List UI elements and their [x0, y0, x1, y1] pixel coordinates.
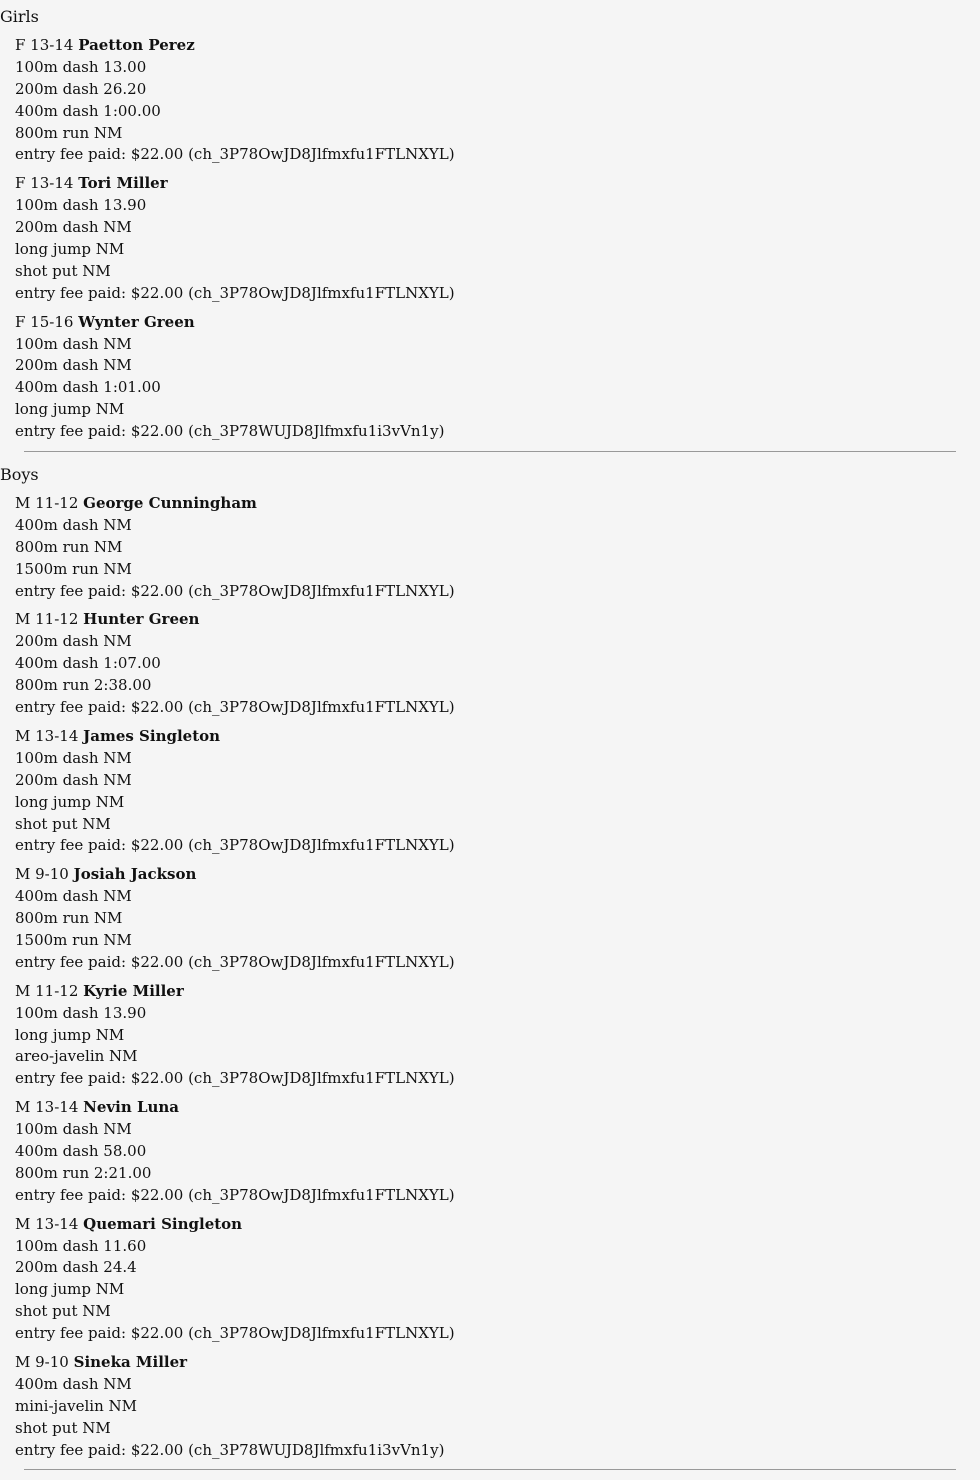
event-result: 100m dash 11.60 — [15, 1236, 147, 1255]
event-result: mini-javelin NM — [15, 1396, 137, 1415]
age-group: M 9-10 — [15, 865, 69, 884]
entry-fee: entry fee paid: $22.00 (ch_3P78OwJD8Jlfmxfu1FTLNXYL) — [15, 1069, 455, 1088]
event-result: shot put NM — [15, 1302, 111, 1321]
event-result: 100m dash NM — [15, 334, 132, 353]
athlete-header — [15, 864, 980, 886]
athlete-entry — [0, 726, 980, 857]
event-result: shot put NM — [15, 261, 111, 280]
entry-fee: entry fee paid: $22.00 (ch_3P78OwJD8Jlfmxfu1FTLNXYL) — [15, 581, 455, 600]
event-result: 200m dash 24.4 — [15, 1258, 137, 1277]
athlete-name: Paetton Perez — [78, 36, 195, 54]
event-result: shot put NM — [15, 1418, 111, 1437]
athlete-name: Hunter Green — [83, 610, 200, 629]
section-title-girls: Girls — [0, 7, 39, 26]
age-group: F 15-16 — [15, 312, 74, 331]
section-title-boys: Boys — [0, 465, 39, 485]
event-result: long jump NM — [15, 792, 125, 811]
age-group: F 13-14 — [15, 36, 74, 54]
age-group: F 13-14 — [15, 174, 74, 193]
athlete-entry — [0, 35, 980, 166]
event-result: 800m run NM — [15, 909, 123, 928]
event-result: 100m dash 13.90 — [15, 196, 147, 215]
event-result: 400m dash NM — [15, 887, 132, 906]
athlete-name: Sineka Miller — [73, 1352, 188, 1371]
event-result: 100m dash 13.00 — [15, 57, 147, 76]
event-result: long jump NM — [15, 400, 125, 419]
entry-fee: entry fee paid: $22.00 (ch_3P78OwJD8Jlfmxfu1FTLNXYL) — [15, 283, 455, 302]
athlete-entry — [0, 173, 980, 304]
event-result: 800m run 2:21.00 — [15, 1163, 152, 1182]
event-result: 400m dash 1:07.00 — [15, 654, 161, 673]
event-result: 200m dash NM — [15, 632, 132, 651]
age-group: M 13-14 — [15, 1214, 79, 1233]
athlete-name: James Singleton — [83, 726, 221, 745]
athlete-header — [15, 981, 980, 1003]
event-result: 100m dash NM — [15, 1120, 132, 1139]
age-group: M 11-12 — [15, 494, 79, 513]
athlete-entry — [0, 1097, 980, 1206]
athlete-header — [15, 609, 980, 631]
section-divider — [24, 451, 956, 452]
event-result: 100m dash 13.90 — [15, 1003, 147, 1022]
athlete-header — [15, 1214, 980, 1236]
event-result: long jump NM — [15, 240, 125, 259]
event-result: 800m run 2:38.00 — [15, 676, 152, 695]
event-result: 200m dash 26.20 — [15, 79, 147, 98]
athlete-entry — [0, 981, 980, 1090]
athlete-name: Nevin Luna — [83, 1098, 180, 1117]
event-result: 800m run NM — [15, 537, 123, 556]
event-result: 400m dash 58.00 — [15, 1141, 147, 1160]
entry-fee: entry fee paid: $22.00 (ch_3P78OwJD8Jlfmxfu1FTLNXYL) — [15, 698, 455, 717]
age-group: M 11-12 — [15, 610, 79, 629]
athlete-header — [15, 35, 980, 57]
event-result: 1500m run NM — [15, 930, 132, 949]
athlete-entry — [0, 864, 980, 973]
event-result: 400m dash NM — [15, 515, 132, 534]
entry-fee: entry fee paid: $22.00 (ch_3P78WUJD8Jlfmxfu1i3vVn1y) — [15, 1440, 445, 1459]
event-result: 200m dash NM — [15, 356, 132, 375]
entry-fee: entry fee paid: $22.00 (ch_3P78OwJD8Jlfmxfu1FTLNXYL) — [15, 952, 455, 971]
athlete-name: Kyrie Miller — [83, 981, 184, 1000]
athlete-entry — [0, 1352, 980, 1461]
athlete-header — [15, 1097, 980, 1119]
athlete-header — [15, 1352, 980, 1374]
event-result: 800m run NM — [15, 123, 123, 142]
event-result: 100m dash NM — [15, 748, 132, 767]
athlete-name: Josiah Jackson — [73, 865, 197, 884]
event-result: 400m dash 1:01.00 — [15, 378, 161, 397]
event-result: shot put NM — [15, 814, 111, 833]
event-result: long jump NM — [15, 1280, 125, 1299]
entry-fee: entry fee paid: $22.00 (ch_3P78OwJD8Jlfmxfu1FTLNXYL) — [15, 1185, 455, 1204]
athlete-header — [15, 493, 980, 515]
event-result: areo-javelin NM — [15, 1047, 138, 1066]
event-result: 200m dash NM — [15, 770, 132, 789]
event-result: 200m dash NM — [15, 218, 132, 237]
athlete-entry — [0, 312, 980, 443]
event-result: long jump NM — [15, 1025, 125, 1044]
age-group: M 9-10 — [15, 1352, 69, 1371]
age-group: M 13-14 — [15, 1098, 79, 1117]
entry-fee: entry fee paid: $22.00 (ch_3P78WUJD8Jlfmxfu1i3vVn1y) — [15, 422, 445, 441]
athlete-name: George Cunningham — [83, 494, 257, 513]
age-group: M 11-12 — [15, 981, 79, 1000]
athlete-entry — [0, 1214, 980, 1345]
event-result: 400m dash 1:00.00 — [15, 101, 161, 120]
athlete-entry — [0, 609, 980, 718]
athlete-header — [15, 726, 980, 748]
entry-fee: entry fee paid: $22.00 (ch_3P78OwJD8Jlfmxfu1FTLNXYL) — [15, 145, 455, 164]
athlete-name: Tori Miller — [78, 174, 168, 193]
entry-fee: entry fee paid: $22.00 (ch_3P78OwJD8Jlfmxfu1FTLNXYL) — [15, 1324, 455, 1343]
event-result: 1500m run NM — [15, 559, 132, 578]
athlete-name: Wynter Green — [78, 312, 195, 331]
age-group: M 13-14 — [15, 726, 79, 745]
athlete-name: Quemari Singleton — [83, 1214, 243, 1233]
registration-list — [0, 6, 980, 1470]
athlete-header — [15, 173, 980, 195]
athlete-header — [15, 312, 980, 334]
event-result: 400m dash NM — [15, 1374, 132, 1393]
section-divider — [24, 1469, 956, 1470]
entry-fee: entry fee paid: $22.00 (ch_3P78OwJD8Jlfmxfu1FTLNXYL) — [15, 836, 455, 855]
athlete-entry — [0, 493, 980, 602]
